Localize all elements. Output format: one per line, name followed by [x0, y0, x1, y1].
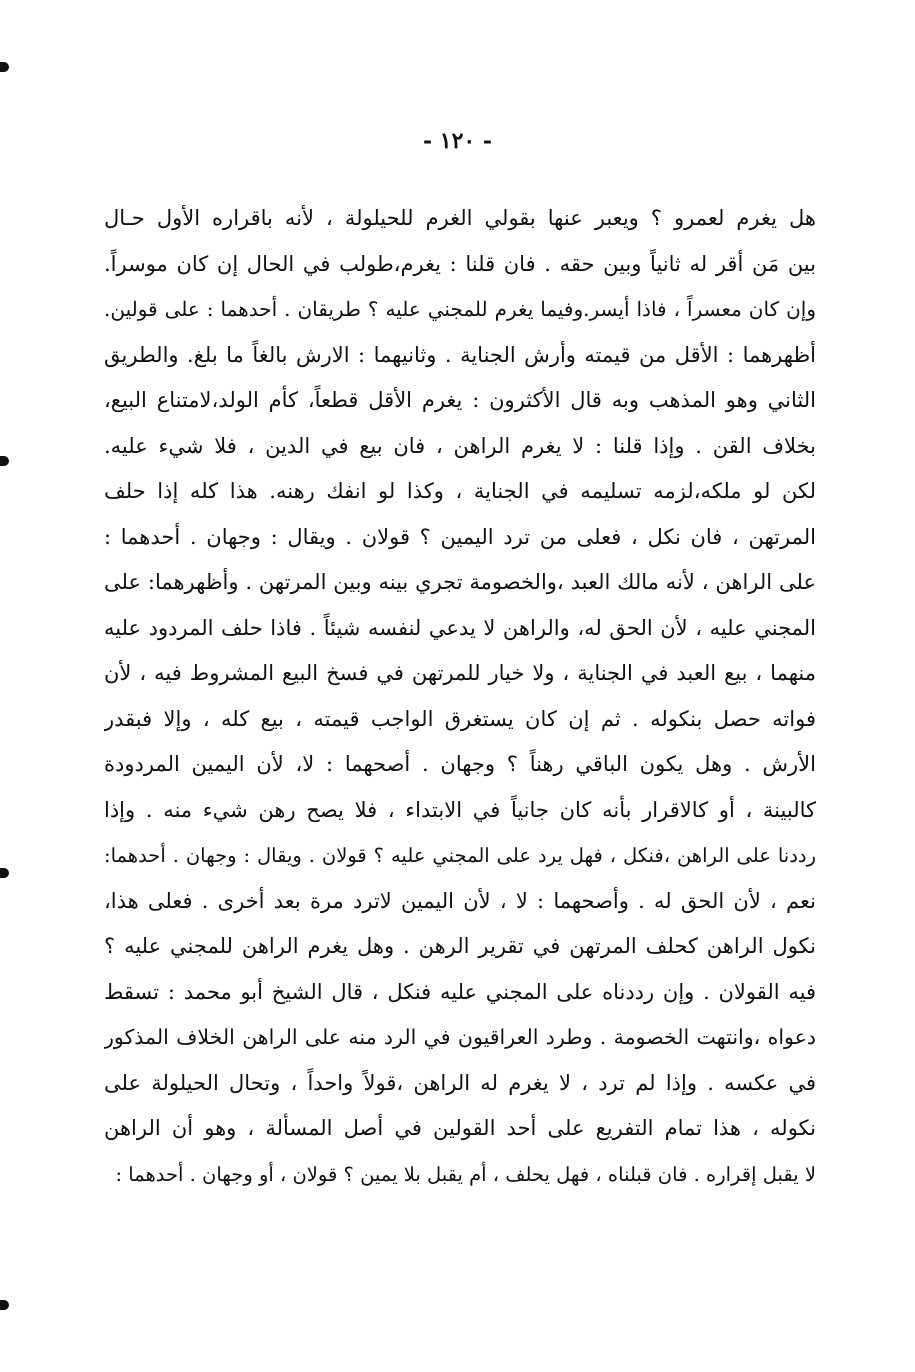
text-line: نعم ، لأن الحق له . وأصحهما : لا ، لأن اليمين لاترد مرة بعد أخرى . فعلى هذا،	[104, 888, 816, 913]
text-line: بين مَن أقر له ثانياً وبين حقه . فان قلنا : يغرم،طولب في الحال إن كان موسراً.	[104, 251, 816, 276]
text-line: على الراهن ، لأنه مالك العبد ،والخصومة تجري بينه وبين المرتهن . وأظهرهما: على	[104, 570, 816, 594]
scan-edge-mark	[0, 868, 9, 878]
text-line: هل يغرم لعمرو ؟ ويعبر عنها بقولي الغرم للحيلولة ، لأنه باقراره الأول حـال	[104, 206, 816, 230]
text-line: المرتهن ، فان نكل ، فعلى من ترد اليمين ؟ قولان . ويقال : وجهان . أحدهما :	[104, 524, 816, 549]
text-line: منهما ، بيع العبد في الجناية ، ولا خيار للمرتهن في فسخ البيع المشروط فيه ، لأن	[104, 661, 816, 685]
body-text	[104, 196, 816, 1197]
text-line: بخلاف القن . وإذا قلنا : لا يغرم الراهن ، فان بيع في الدين ، فلا شيء عليه.	[104, 433, 816, 458]
text-line: الأرش . وهل يكون الباقي رهناً ؟ وجهان . أصحهما : لا، لأن اليمين المردودة	[104, 752, 816, 776]
text-line: في عكسه . وإذا لم ترد ، لا يغرم له الراهن ،قولاً واحداً ، وتحال الحيلولة على	[104, 1070, 816, 1095]
scan-edge-mark	[0, 62, 9, 72]
scan-edge-mark	[0, 1300, 9, 1310]
text-line: نكوله ، هذا تمام التفريع على أحد القولين في أصل المسألة ، وهو أن الراهن	[104, 1116, 816, 1140]
text-line: أظهرهما : الأقل من قيمته وأرش الجناية . وثانيهما : الارش بالغاً ما بلغ. والطريق	[104, 342, 816, 367]
text-line: رددنا على الراهن ،فنكل ، فهل يرد على المجني عليه ؟ قولان . ويقال : وجهان . أحدهما:	[104, 844, 816, 867]
text-line: كالبينة ، أو كالاقرار بأنه كان جانياً في الابتداء ، فلا يصح رهن شيء منه . وإذا	[104, 797, 816, 822]
text-line: المجني عليه ، لأن الحق له، والراهن لا يدعي لنفسه شيئاً . فاذا حلف المردود عليه	[104, 615, 816, 640]
text-line: لكن لو ملكه،لزمه تسليمه في الجناية ، وكذا لو انفك رهنه. هذا كله إذا حلف	[104, 479, 816, 503]
text-line: لا يقبل إقراره . فان قبلناه ، فهل يحلف ، أم يقبل بلا يمين ؟ قولان ، أو وجهان . أحدهما :	[115, 1162, 816, 1186]
text-line: فيه القولان . وإن رددناه على المجني عليه فنكل ، قال الشيخ أبو محمد : تسقط	[104, 979, 816, 1004]
text-line: فواته حصل بنكوله . ثم إن كان يستغرق الواجب قيمته ، بيع كله ، وإلا فبقدر	[104, 706, 816, 731]
text-line: وإن كان معسراً ، فاذا أيسر.وفيما يغرم للمجني عليه ؟ طريقان . أحدهما : على قولين.	[104, 297, 816, 321]
text-line: الثاني وهو المذهب وبه قال الأكثرون : يغرم الأقل قطعاً، كأم الولد،لامتناع البيع،	[104, 388, 816, 412]
scan-edge-mark	[0, 456, 9, 466]
page-number: - ١٢٠ -	[422, 128, 493, 154]
text-line: دعواه ،وانتهت الخصومة . وطرد العراقيون في الرد منه على الراهن الخلاف المذكور	[104, 1025, 816, 1049]
text-line: نكول الراهن كحلف المرتهن في تقرير الرهن . وهل يغرم الراهن للمجني عليه ؟	[104, 934, 816, 958]
